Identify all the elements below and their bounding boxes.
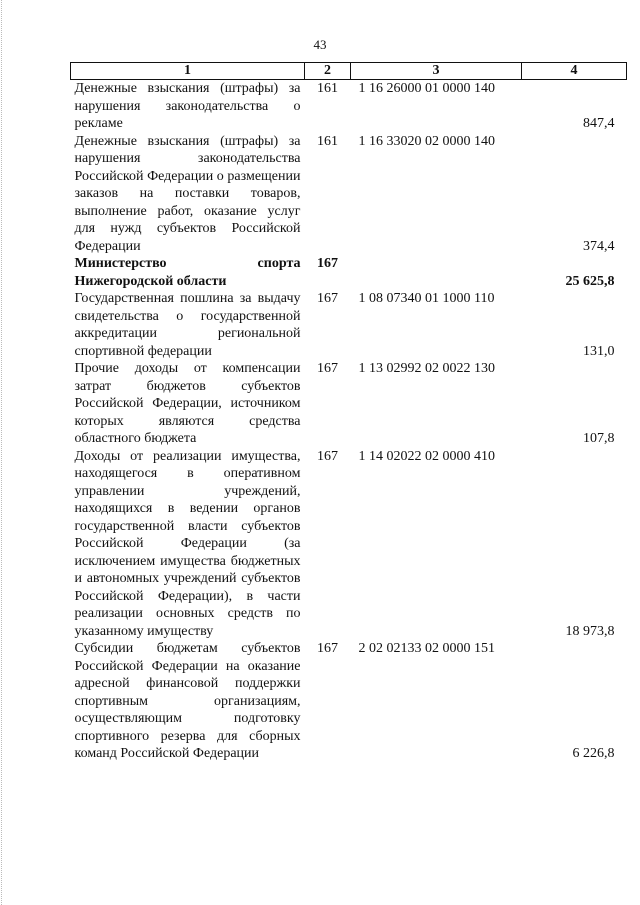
table-row bbox=[71, 80, 627, 133]
row-description: Доходы от реализации имущества, находящегося в оперативном управлении учреждений, находящихся в ведении органов государственной власти субъектов Российской Федерации (за исключением имущества бюджетных и автономных учреждений субъектов Российской Федерации), в части реализации основных средств по указанному имуществу bbox=[74, 448, 301, 639]
row-description: Денежные взыскания (штрафы) за нарушения законодательства о рекламе bbox=[74, 81, 301, 131]
ministry-row bbox=[71, 255, 627, 290]
ministry-budget-code bbox=[351, 255, 522, 290]
row-admin-code: 167 bbox=[317, 291, 338, 306]
table-body bbox=[71, 80, 627, 763]
header-cell-2: 2 bbox=[305, 63, 351, 80]
ministry-name: Министерство спорта Нижегородской области bbox=[74, 256, 301, 289]
row-description: Прочие доходы от компенсации затрат бюджетов субъектов Российской Федерации, источником которых являются средства областного бюджета bbox=[74, 361, 301, 446]
header-cell-3: 3 bbox=[351, 63, 522, 80]
ministry-total: 25 625,8 bbox=[565, 273, 615, 289]
header-cell-4: 4 bbox=[522, 63, 627, 80]
row-amount: 847,4 bbox=[583, 116, 615, 131]
table-row bbox=[71, 133, 627, 256]
row-description: Денежные взыскания (штрафы) за нарушения законодательства Российской Федерации о размещении заказов на поставки товаров, выполнение работ, оказание услуг для нужд субъектов Российской Федерации bbox=[74, 133, 301, 254]
revenue-table bbox=[70, 62, 627, 763]
row-budget-code: 1 13 02992 02 0022 130 bbox=[358, 361, 495, 376]
ministry-admin-code: 167 bbox=[317, 256, 338, 271]
page-edge bbox=[1, 0, 2, 905]
row-budget-code: 1 14 02022 02 0000 410 bbox=[358, 448, 495, 464]
row-description: Субсидии бюджетам субъектов Российской Федерации на оказание адресной финансовой поддержки спортивным организациям, осуществляющим подготовку спортивного резерва для сборных команд Российской Федерации bbox=[74, 641, 301, 761]
table-row bbox=[71, 360, 627, 448]
table-row bbox=[71, 290, 627, 360]
row-admin-code: 167 bbox=[317, 361, 338, 376]
row-budget-code: 2 02 02133 02 0000 151 bbox=[358, 641, 495, 656]
row-amount: 131,0 bbox=[583, 343, 615, 359]
row-budget-code: 1 08 07340 01 1000 110 bbox=[358, 291, 495, 306]
table-row bbox=[71, 640, 627, 763]
row-admin-code: 161 bbox=[317, 133, 338, 149]
row-admin-code: 167 bbox=[317, 641, 338, 656]
row-description: Государственная пошлина за выдачу свидетельства о государственной аккредитации региональной спортивной федерации bbox=[74, 291, 301, 359]
table-row bbox=[71, 448, 627, 641]
header-cell-1: 1 bbox=[71, 63, 305, 80]
page-number: 43 bbox=[313, 37, 327, 52]
row-admin-code: 167 bbox=[317, 448, 338, 464]
row-amount: 6 226,8 bbox=[572, 746, 615, 761]
row-budget-code: 1 16 33020 02 0000 140 bbox=[358, 133, 495, 149]
row-admin-code: 161 bbox=[317, 81, 338, 96]
header-row bbox=[71, 63, 627, 80]
row-amount: 18 973,8 bbox=[565, 623, 615, 639]
row-budget-code: 1 16 26000 01 0000 140 bbox=[358, 81, 495, 96]
row-amount: 374,4 bbox=[583, 238, 615, 254]
table-header bbox=[71, 63, 627, 80]
row-amount: 107,8 bbox=[583, 431, 615, 446]
